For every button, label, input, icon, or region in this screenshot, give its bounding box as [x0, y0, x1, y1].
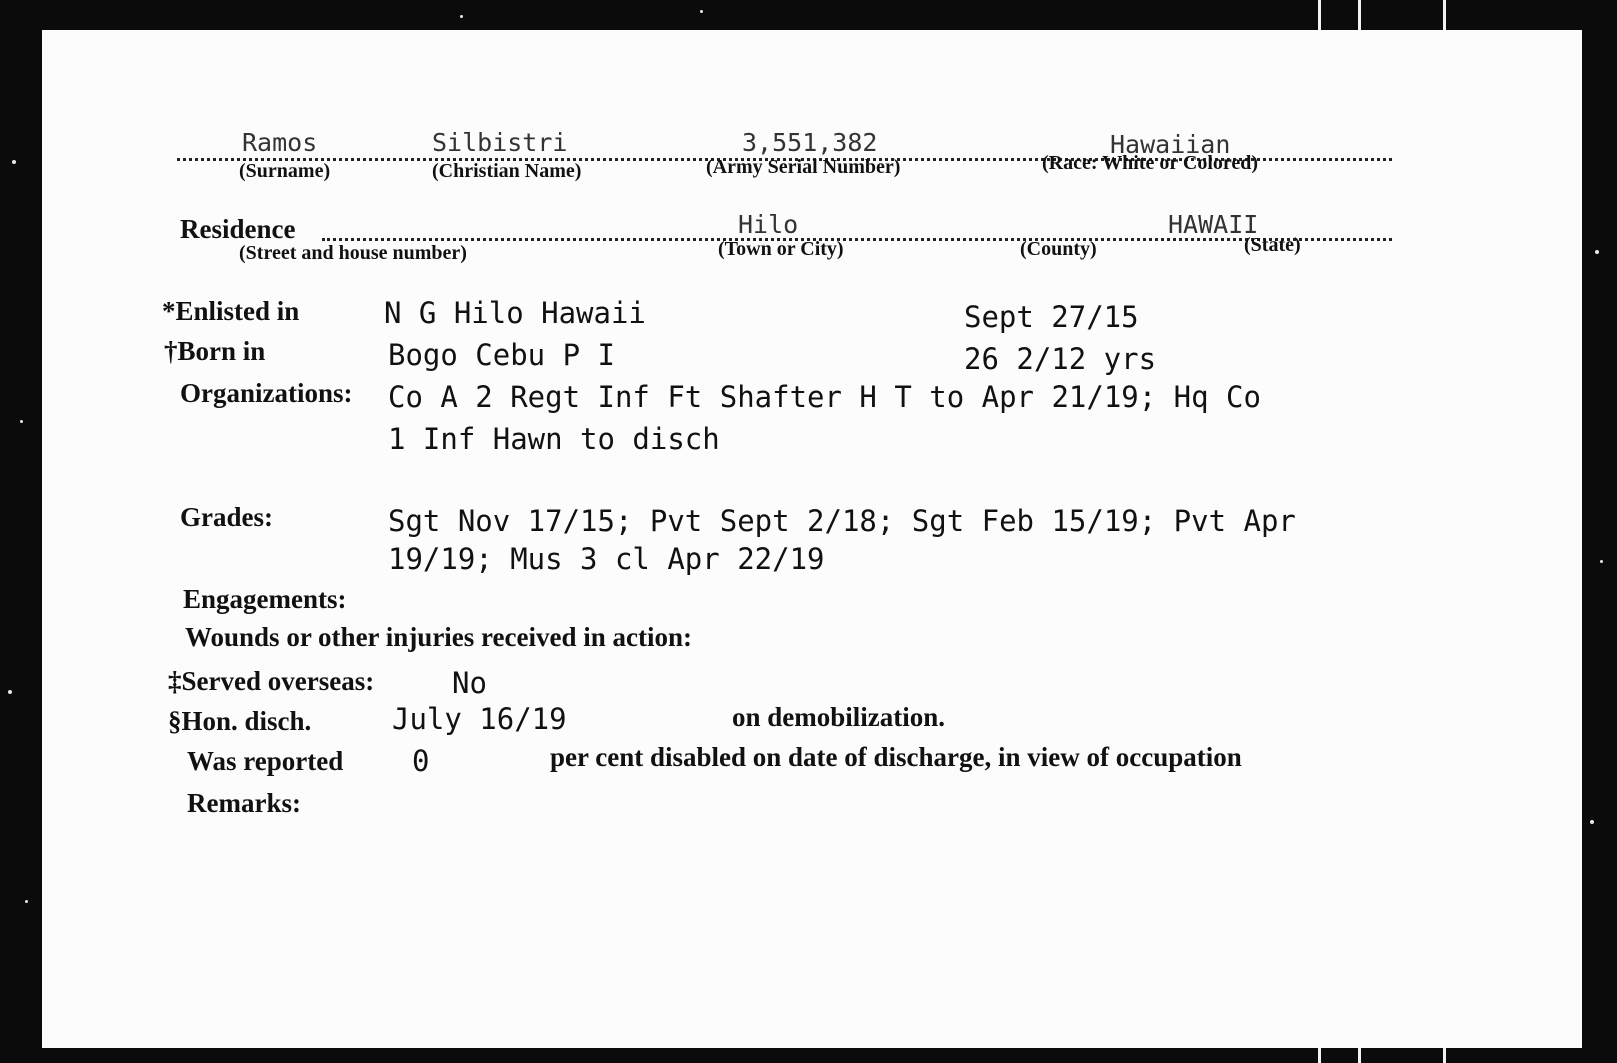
scan-border-line: [1358, 0, 1361, 30]
service-record-card: [42, 30, 1582, 1048]
serial-number-value: 3,551,382: [742, 128, 878, 157]
enlisted-value: N G Hilo Hawaii: [384, 296, 646, 330]
reported-value: 0: [412, 744, 430, 778]
hon-disch-suffix: on demobilization.: [732, 702, 946, 732]
scan-speck: [8, 690, 12, 694]
hon-disch-label: §Hon. disch.: [168, 706, 312, 736]
enlisted-date: Sept 27/15: [964, 300, 1139, 334]
organizations-label: Organizations:: [180, 378, 353, 408]
serial-number-caption: (Army Serial Number): [706, 156, 901, 178]
served-overseas-value: No: [452, 666, 487, 700]
residence-label: Residence: [180, 214, 296, 244]
grades-line-1: Sgt Nov 17/15; Pvt Sept 2/18; Sgt Feb 15/19; Pvt Apr: [388, 504, 1296, 538]
scan-speck: [1595, 250, 1599, 254]
scan-border-line: [1443, 1048, 1446, 1063]
scan-speck: [12, 160, 16, 164]
street-caption: (Street and house number): [239, 242, 467, 264]
enlisted-label: *Enlisted in: [162, 296, 300, 326]
scan-border-line: [1318, 1048, 1321, 1063]
engagements-label: Engagements:: [183, 584, 347, 614]
reported-label: Was reported: [187, 746, 344, 776]
born-label: †Born in: [164, 336, 266, 366]
organizations-line-1: Co A 2 Regt Inf Ft Shafter H T to Apr 21/19; Hq Co: [388, 380, 1261, 414]
wounds-label: Wounds or other injuries received in action:: [185, 622, 693, 652]
scan-speck: [1600, 560, 1603, 563]
grades-line-2: 19/19; Mus 3 cl Apr 22/19: [388, 542, 825, 576]
surname-value: Ramos: [242, 128, 318, 157]
surname-caption: (Surname): [239, 160, 331, 182]
scan-border-line: [1318, 0, 1321, 30]
town-value: Hilo: [738, 210, 799, 239]
born-age: 26 2/12 yrs: [964, 342, 1157, 376]
grades-label: Grades:: [180, 502, 273, 532]
scan-speck: [1590, 820, 1594, 824]
christian-name-caption: (Christian Name): [432, 160, 582, 182]
county-caption: (County): [1020, 238, 1097, 260]
organizations-line-2: 1 Inf Hawn to disch: [388, 422, 720, 456]
race-caption: (Race: White or Colored): [1042, 152, 1259, 174]
scan-speck: [25, 900, 28, 903]
state-value: HAWAII: [1168, 210, 1259, 239]
scan-border-line: [1358, 1048, 1361, 1063]
served-overseas-label: ‡Served overseas:: [168, 666, 375, 696]
reported-suffix: per cent disabled on date of discharge, in view of occupation: [550, 742, 1242, 772]
scan-speck: [700, 10, 703, 13]
born-value: Bogo Cebu P I: [388, 338, 615, 372]
race-value: Hawaiian: [1110, 130, 1231, 159]
scan-speck: [20, 420, 23, 423]
town-caption: (Town or City): [718, 238, 844, 260]
scan-border-line: [1443, 0, 1446, 30]
hon-disch-value: July 16/19: [392, 702, 567, 736]
christian-name-value: Silbistri: [432, 128, 568, 157]
scan-speck: [460, 15, 463, 18]
remarks-label: Remarks:: [187, 788, 301, 818]
state-caption: (State): [1244, 234, 1301, 256]
